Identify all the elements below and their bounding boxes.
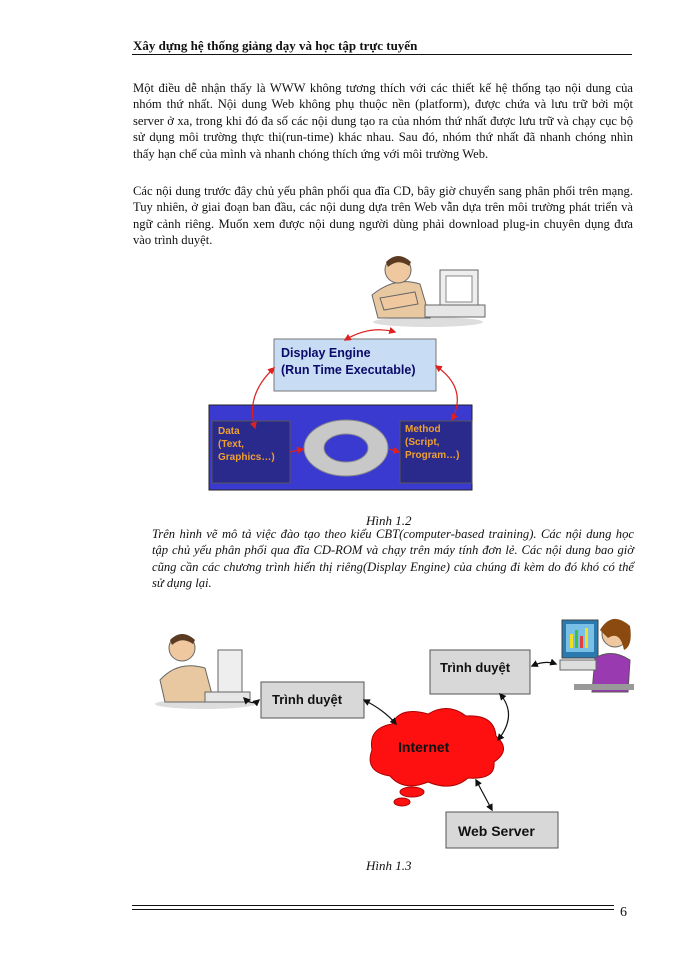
link-internet-webserver [476, 780, 492, 810]
page-header-title: Xây dựng hệ thống giảng dạy và học tập trực tuyến [133, 38, 418, 53]
link-browser-right-internet [498, 694, 509, 740]
browser-left-label: Trình duyệt [272, 692, 343, 707]
figure-1-2-description: Trên hình vẽ mô tả việc đào tạo theo kiểu CBT(computer-based training). Các nội dung học tập chủ yếu phân phối qua đĩa CD-ROM và chạy trên máy tính đơn lẻ. Các nội dung bao giờ cũng cần các chương trình hiển thị riêng(Display Engine) của chúng đi kèm do đó khó có thể sử dụng lại. [152, 527, 634, 591]
person-computer-right-icon [560, 619, 634, 692]
footer-rule [132, 905, 614, 906]
browser-right-label: Trình duyệt [440, 660, 511, 675]
method-label: Method [405, 424, 441, 435]
page-number: 6 [620, 905, 627, 920]
paragraph-1: Một điều dễ nhận thấy là WWW không tương thích với các thiết kế hệ thống tạo nội dung của nhóm thứ nhất. Nội dung Web không phụ thuộc nền (platform), được chứa và lưu trữ bởi một server ở xa, trong khi đó đa số các nội dung tạo ra của nhóm thứ nhất được lưu trữ và chạy cục bộ sử dụng môi trường thực thi(run-time) khác nhau. Sau đó, nhóm thứ nhất đã nhanh chóng nhìn thấy hạn chế của mình và nhanh chóng thích ứng với môi trường Web. [133, 81, 633, 161]
cd-disc-icon [304, 420, 388, 476]
person-computer-left-icon [155, 634, 255, 709]
footer-rule-thin [132, 909, 614, 910]
figure-1-3-caption: Hình 1.3 [366, 858, 412, 873]
data-sublabel-1: (Text, [218, 439, 244, 450]
data-sublabel-2: Graphics…) [218, 452, 275, 463]
figure-1-2-caption: Hình 1.2 [366, 513, 412, 528]
paragraph-2: Các nội dung trước đây chủ yếu phân phối qua đĩa CD, bây giờ chuyển sang phân phối trên mạng. Tuy nhiên, ở giai đoạn ban đầu, các nội dung dựa trên Web vẫn dựa trên môi trường phát triển và ngữ cảnh riêng. Muốn xem được nội dung người dùng phải download plug-in chuyên dụng đưa vào trình duyệt. [133, 184, 633, 248]
display-engine-sublabel: (Run Time Executable) [281, 363, 416, 377]
method-sublabel-2: Program…) [405, 450, 460, 461]
display-engine-label: Display Engine [281, 346, 371, 360]
internet-cloud [370, 708, 503, 806]
web-server-label: Web Server [458, 823, 535, 839]
link-person-browser-right [532, 662, 556, 666]
person-computer-icon [372, 256, 485, 327]
link-browser-left-internet [364, 700, 396, 724]
figure-1-3 [0, 600, 700, 860]
method-sublabel-1: (Script, [405, 437, 440, 448]
arrow-person-display [345, 330, 395, 340]
internet-label: Internet [398, 739, 450, 755]
data-label: Data [218, 426, 240, 437]
